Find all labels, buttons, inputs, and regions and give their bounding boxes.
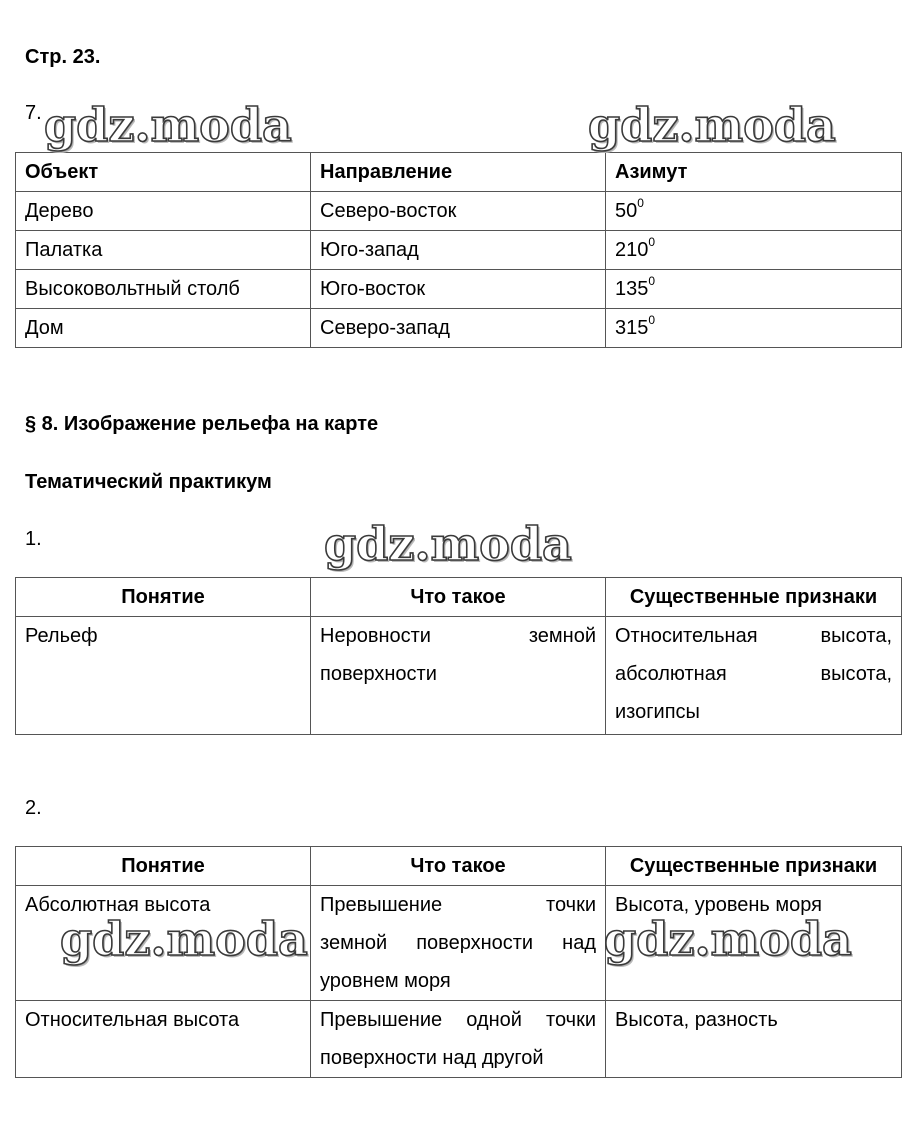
header-direction: Направление xyxy=(311,153,606,192)
azimuth-value: 50 xyxy=(615,200,638,222)
direction-cell: Юго-запад xyxy=(311,231,606,270)
what-cell xyxy=(311,1001,606,1078)
watermark-logo: gdz.moda xyxy=(44,98,292,152)
table-row xyxy=(16,1001,902,1078)
header-concept: Понятие xyxy=(16,578,311,617)
degree-mark: 0 xyxy=(648,235,656,250)
azimuth-cell xyxy=(606,231,902,270)
header-features: Существенные признаки xyxy=(606,578,902,617)
table-header-row xyxy=(16,153,902,192)
watermark-logo: gdz.moda xyxy=(588,98,836,152)
what-line: Превышение одной точки xyxy=(320,1009,596,1031)
watermark-logo: gdz.moda xyxy=(60,912,308,966)
concept-cell: Рельеф xyxy=(16,617,311,735)
what-line: поверхности над другой xyxy=(320,1047,544,1069)
table-header-row xyxy=(16,578,902,617)
header-what: Что такое xyxy=(311,578,606,617)
object-cell: Дерево xyxy=(16,192,311,231)
watermark-logo: gdz.moda xyxy=(604,912,852,966)
header-features: Существенные признаки xyxy=(606,847,902,886)
object-cell: Дом xyxy=(16,309,311,348)
task-7-number: 7. xyxy=(25,102,42,124)
task-2-number: 2. xyxy=(25,797,42,819)
degree-mark: 0 xyxy=(637,196,644,211)
features-cell: Высота, разность xyxy=(606,1001,902,1078)
concept-cell: Относительная высота xyxy=(16,1001,311,1078)
direction-cell: Северо-запад xyxy=(311,309,606,348)
what-line: земной поверхности над xyxy=(320,932,596,954)
header-object: Объект xyxy=(16,153,311,192)
concept-cell: Абсолютная высота xyxy=(16,886,311,1001)
relief-concept-table xyxy=(15,577,902,735)
object-cell: Высоковольтный столб xyxy=(16,270,311,309)
what-line: поверхности xyxy=(320,663,437,685)
object-cell: Палатка xyxy=(16,231,311,270)
features-line: Относительная высота, xyxy=(615,625,892,647)
header-azimuth: Азимут xyxy=(606,153,902,192)
what-line: Превышение точки xyxy=(320,894,596,916)
subsection-title: Тематический практикум xyxy=(25,471,272,493)
azimuth-value: 315 xyxy=(615,317,649,339)
watermark-logo: gdz.moda xyxy=(324,517,572,571)
table-row xyxy=(16,270,902,309)
task-1-number: 1. xyxy=(25,528,42,550)
section-title: § 8. Изображение рельефа на карте xyxy=(25,413,379,435)
direction-cell: Северо-восток xyxy=(311,192,606,231)
what-line: уровнем моря xyxy=(320,970,451,992)
features-line: изогипсы xyxy=(615,701,700,723)
direction-cell: Юго-восток xyxy=(311,270,606,309)
azimuth-table xyxy=(15,152,902,348)
header-what: Что такое xyxy=(311,847,606,886)
header-concept: Понятие xyxy=(16,847,311,886)
table-header-row xyxy=(16,847,902,886)
page-label: Стр. 23. xyxy=(25,46,101,68)
features-cell: Высота, уровень моря xyxy=(606,886,902,1001)
features-line: абсолютная высота, xyxy=(615,663,892,685)
azimuth-cell xyxy=(606,192,902,231)
azimuth-value: 135 xyxy=(615,278,649,300)
azimuth-cell xyxy=(606,309,902,348)
what-cell xyxy=(311,886,606,1001)
table-row xyxy=(16,309,902,348)
table-row xyxy=(16,617,902,735)
degree-mark: 0 xyxy=(648,274,656,289)
features-cell xyxy=(606,617,902,735)
table-row xyxy=(16,192,902,231)
what-cell xyxy=(311,617,606,735)
table-row xyxy=(16,231,902,270)
azimuth-cell xyxy=(606,270,902,309)
degree-mark: 0 xyxy=(648,313,656,328)
azimuth-value: 210 xyxy=(615,239,649,261)
what-line: Неровности земной xyxy=(320,625,596,647)
